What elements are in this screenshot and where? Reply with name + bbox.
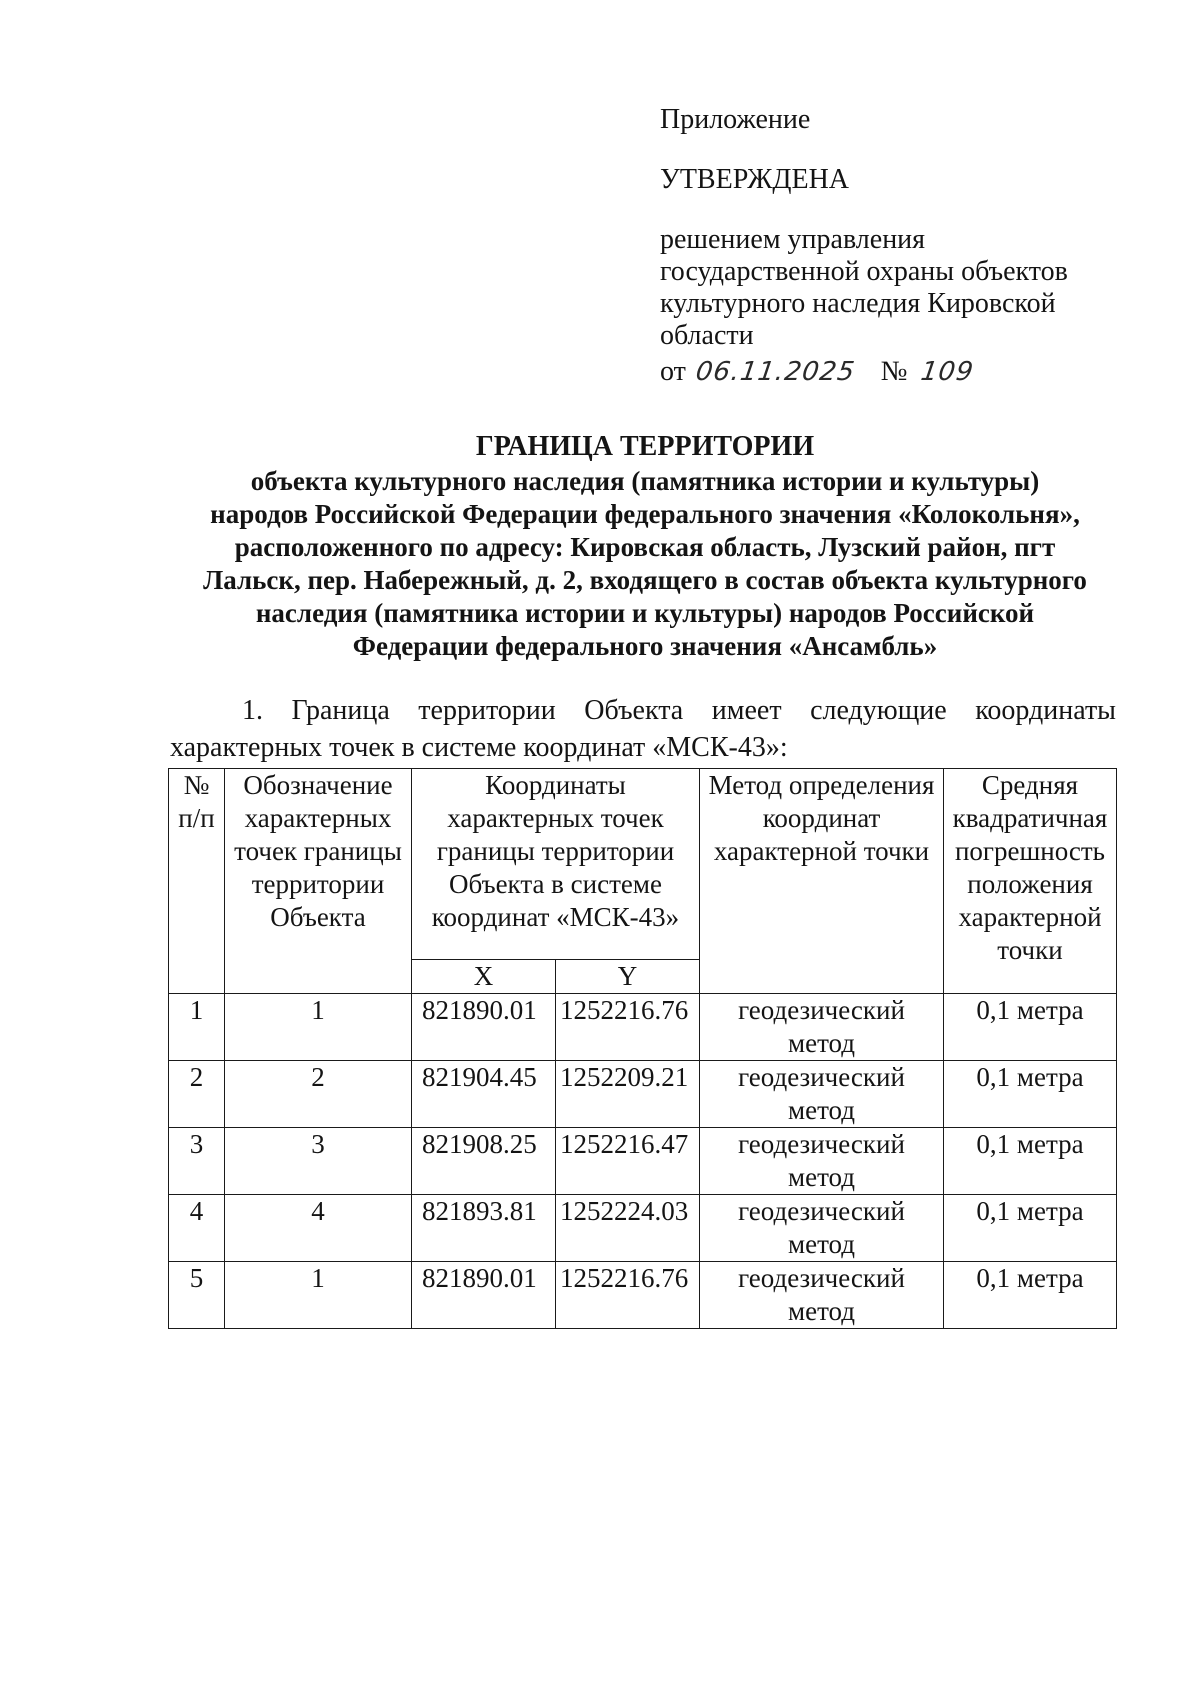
coord-x: 821904.45	[412, 1061, 556, 1128]
header-number: № п/п	[169, 769, 225, 994]
error: 0,1 метра	[944, 1262, 1117, 1329]
row-number: 2	[169, 1061, 225, 1128]
coord-x: 821908.25	[412, 1128, 556, 1195]
row-number: 5	[169, 1262, 225, 1329]
clause-1-line-1: 1. Граница территории Объекта имеет следующие координаты	[242, 695, 1116, 726]
coord-y: 1252209.21	[556, 1061, 700, 1128]
approval-block	[660, 104, 1130, 388]
appendix-label: Приложение	[660, 104, 811, 135]
point-designation: 4	[225, 1195, 412, 1262]
coordinates-table	[168, 768, 1117, 1329]
point-designation: 3	[225, 1128, 412, 1195]
clause-1-line-2: характерных точек в системе координат «МСК-43»:	[170, 732, 788, 763]
clause-1	[170, 692, 1116, 766]
row-number: 4	[169, 1195, 225, 1262]
header-x: X	[412, 960, 556, 994]
number-label: №	[880, 356, 908, 387]
date-number-line	[660, 356, 1130, 388]
row-number: 1	[169, 994, 225, 1061]
coord-y: 1252216.47	[556, 1128, 700, 1195]
header-coordinates: Координаты характерных точек границы территории Объекта в системе координат «МСК-43»	[412, 769, 700, 960]
coord-y: 1252216.76	[556, 994, 700, 1061]
coord-y: 1252216.76	[556, 1262, 700, 1329]
method: геодезический метод	[700, 1061, 944, 1128]
from-label: от	[660, 356, 686, 387]
method: геодезический метод	[700, 994, 944, 1061]
method: геодезический метод	[700, 1262, 944, 1329]
title-line-4: Лальск, пер. Набережный, д. 2, входящего в состав объекта культурного	[203, 565, 1087, 595]
coord-x: 821890.01	[412, 1262, 556, 1329]
header-point-designation: Обозначение характерных точек границы территории Объекта	[225, 769, 412, 994]
header-y: Y	[556, 960, 700, 994]
approved-label: УТВЕРЖДЕНА	[660, 164, 850, 195]
method: геодезический метод	[700, 1195, 944, 1262]
coord-y: 1252224.03	[556, 1195, 700, 1262]
method: геодезический метод	[700, 1128, 944, 1195]
title-line-6: Федерации федерального значения «Ансамбль»	[352, 631, 938, 661]
error: 0,1 метра	[944, 994, 1117, 1061]
decision-line-3: культурного наследия Кировской	[660, 288, 1056, 319]
title-line-2: народов Российской Федерации федерального значения «Колокольня»,	[210, 499, 1080, 529]
coord-x: 821893.81	[412, 1195, 556, 1262]
decision-line-4: области	[660, 320, 754, 351]
decision-line-1: решением управления	[660, 224, 926, 255]
handwritten-number: 109	[919, 357, 977, 387]
decision-line-2: государственной охраны объектов	[660, 256, 1068, 287]
point-designation: 1	[225, 1262, 412, 1329]
title-main: ГРАНИЦА ТЕРРИТОРИИ	[475, 431, 815, 462]
header-error: Средняя квадратичная погрешность положения характерной точки	[944, 769, 1117, 994]
table-row	[169, 1262, 1117, 1329]
handwritten-date: 06.11.2025	[693, 357, 857, 387]
title-line-3: расположенного по адресу: Кировская область, Лузский район, пгт	[234, 532, 1056, 562]
row-number: 3	[169, 1128, 225, 1195]
table-row	[169, 1061, 1117, 1128]
table-row	[169, 1128, 1117, 1195]
table-row	[169, 994, 1117, 1061]
point-designation: 1	[225, 994, 412, 1061]
coord-x: 821890.01	[412, 994, 556, 1061]
table-row	[169, 1195, 1117, 1262]
document-title	[170, 430, 1120, 663]
title-line-1: объекта культурного наследия (памятника истории и культуры)	[250, 466, 1040, 496]
title-line-5: наследия (памятника истории и культуры) народов Российской	[255, 598, 1035, 628]
error: 0,1 метра	[944, 1061, 1117, 1128]
header-method: Метод определения координат характерной точки	[700, 769, 944, 994]
point-designation: 2	[225, 1061, 412, 1128]
error: 0,1 метра	[944, 1128, 1117, 1195]
error: 0,1 метра	[944, 1195, 1117, 1262]
